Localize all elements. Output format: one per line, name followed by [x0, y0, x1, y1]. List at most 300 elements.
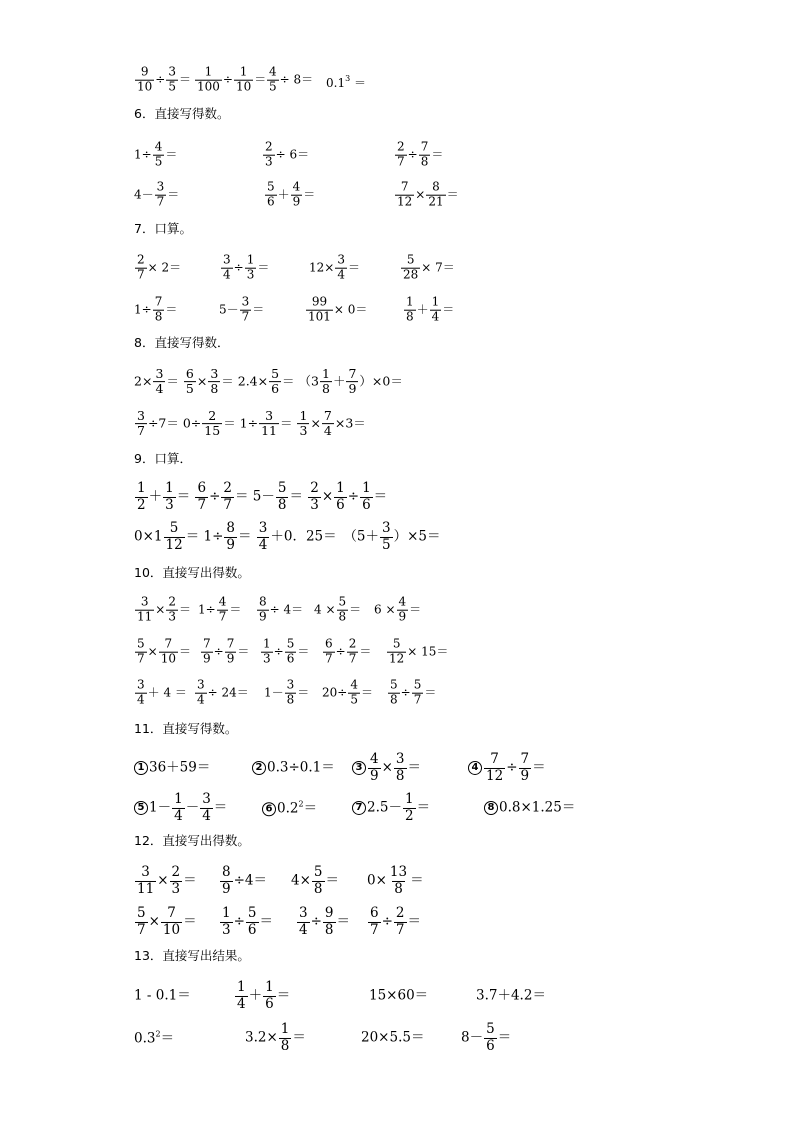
fraction: [135, 254, 147, 283]
math-expression: [264, 679, 309, 708]
fraction-denominator: 3: [171, 880, 181, 897]
expression-text: ＝: [349, 602, 362, 617]
expression-text: 1－: [264, 685, 284, 700]
expression-text: －: [185, 799, 200, 816]
fraction-denominator: 12: [486, 767, 504, 784]
circled-number: 4: [468, 761, 482, 775]
math-expression: [361, 1031, 424, 1045]
expression-text: ＝: [442, 302, 455, 317]
fraction-denominator: 7: [325, 651, 333, 666]
expression-text: ＝: [407, 759, 421, 776]
expression-text: 1÷: [198, 602, 216, 617]
fraction-numerator: 3: [299, 904, 308, 921]
fraction: [170, 865, 183, 897]
expression-text: ＝: [166, 373, 183, 389]
fraction-numerator: 5: [271, 366, 280, 382]
fraction: [166, 66, 178, 95]
expression-text: ＝: [178, 72, 191, 87]
expression-text: ÷ 24＝: [207, 685, 249, 700]
fraction: [312, 865, 325, 897]
fraction: [388, 865, 409, 897]
fraction-numerator: 7: [154, 294, 163, 309]
expression-text: 0.1: [326, 76, 346, 90]
expression-text: ÷ 4＝: [269, 602, 304, 617]
expression-text: ÷: [222, 72, 233, 87]
expression-text: × 15＝: [407, 644, 449, 659]
fraction-numerator: 3: [381, 519, 391, 536]
fraction-numerator: 2: [208, 408, 217, 424]
fraction: [412, 679, 424, 708]
expression-text: ＝: [416, 799, 431, 816]
expression-text: ×: [415, 187, 426, 202]
expression-text: 15×60＝: [369, 987, 429, 1004]
fraction-denominator: 9: [520, 767, 530, 784]
expression-text: ＝: [289, 488, 308, 505]
fraction: [388, 679, 400, 708]
math-expression: [134, 367, 403, 397]
fraction: [166, 596, 178, 625]
section-heading: 6．直接写得数。: [134, 106, 230, 121]
fraction: [208, 367, 220, 397]
fraction: [172, 792, 185, 824]
fraction: [135, 596, 154, 625]
math-expression: [394, 181, 459, 210]
expression-text: ＝: [183, 872, 197, 889]
expression-text: ＝: [373, 488, 388, 505]
expression-text: ＝: [254, 72, 267, 87]
math-expression: [220, 254, 269, 283]
fraction-numerator: 4: [292, 179, 301, 194]
fraction-numerator: 2: [265, 139, 273, 154]
fraction-numerator: 2: [397, 139, 405, 154]
fraction: [395, 141, 407, 170]
fraction-denominator: 5: [350, 692, 358, 707]
fraction-denominator: 21: [428, 194, 444, 209]
fraction: [195, 481, 208, 513]
fraction: [335, 254, 347, 283]
fraction-numerator: 1: [222, 904, 231, 921]
circled-number: 1: [134, 761, 148, 775]
math-expression: [194, 679, 249, 708]
fraction-numerator: 4: [154, 139, 163, 154]
fraction-numerator: 1: [137, 479, 146, 496]
math-expression: [314, 596, 361, 625]
expression-text: ÷: [310, 913, 322, 930]
expression-text: 1 - 0.1＝: [134, 987, 191, 1004]
expression-text: 0.3÷0.1＝: [267, 759, 335, 776]
math-expression: [264, 181, 315, 210]
fraction-numerator: 3: [223, 252, 231, 267]
fraction: [347, 638, 359, 667]
fraction: [195, 66, 222, 95]
fraction-denominator: 8: [394, 880, 403, 897]
fraction-numerator: 1: [237, 978, 246, 995]
fraction-numerator: 5: [313, 863, 323, 880]
fraction-numerator: 4: [350, 677, 358, 692]
expression-text: ＝: [409, 602, 422, 617]
exponent: 2: [155, 1029, 161, 1039]
expression-text: ÷: [209, 488, 221, 505]
math-expression: [387, 679, 436, 708]
math-expression: [484, 801, 575, 815]
math-expression: [134, 181, 179, 210]
expression-text: 3.2×: [245, 1029, 278, 1046]
fraction-denominator: 8: [395, 767, 405, 784]
fraction-denominator: 9: [259, 609, 267, 624]
fraction: [419, 141, 431, 170]
fraction: [234, 66, 253, 95]
fraction-numerator: 7: [348, 366, 357, 382]
expression-text: ＋ 4 ＝: [147, 685, 187, 700]
exponent: 2: [298, 799, 304, 809]
fraction-numerator: 7: [203, 636, 211, 651]
math-expression: [134, 865, 197, 897]
expression-text: ＝: [347, 260, 360, 275]
fraction-numerator: 1: [431, 294, 440, 309]
fraction-numerator: 3: [137, 408, 145, 424]
expression-text: ÷: [347, 488, 360, 505]
math-expression: [260, 638, 309, 667]
expression-text: 8－: [461, 1029, 484, 1046]
expression-text: ＝: [229, 602, 242, 617]
section-heading: 11．直接写得数。: [134, 721, 238, 736]
fraction: [155, 181, 167, 210]
math-expression: [266, 66, 313, 95]
fraction: [269, 367, 281, 397]
expression-text: 1－: [149, 799, 172, 816]
fraction-denominator: 2: [137, 496, 146, 513]
fraction-denominator: 6: [271, 381, 280, 397]
fraction-denominator: 7: [137, 423, 145, 439]
expression-text: ＝: [165, 302, 178, 317]
fraction: [297, 409, 309, 439]
fraction-denominator: 9: [398, 609, 407, 624]
fraction-denominator: 9: [203, 651, 211, 666]
expression-text: 4×: [291, 872, 311, 889]
fraction-denominator: 15: [204, 423, 221, 439]
fraction-numerator: 7: [400, 179, 409, 194]
expression-text: ×: [155, 602, 166, 617]
fraction-denominator: 8: [406, 309, 414, 324]
fraction: [200, 792, 213, 824]
expression-text: ＝: [178, 644, 191, 659]
fraction: [240, 296, 252, 325]
fraction-denominator: 11: [137, 609, 153, 624]
fraction-denominator: 7: [137, 921, 146, 938]
fraction-numerator: 4: [218, 594, 227, 609]
math-expression: [367, 865, 424, 897]
fraction-denominator: 8: [286, 692, 295, 707]
fraction-numerator: 1: [406, 294, 414, 309]
math-expression: [134, 296, 177, 325]
fraction-denominator: 4: [202, 807, 211, 824]
math-expression: [219, 906, 273, 938]
math-expression: [262, 141, 309, 170]
math-expression: [352, 752, 421, 784]
fraction-numerator: 5: [413, 677, 422, 692]
expression-text: 0×1: [134, 528, 163, 545]
section-heading: 13．直接写出结果。: [134, 948, 250, 963]
fraction-numerator: 7: [520, 750, 530, 767]
section-heading: 10．直接写出得数。: [134, 565, 250, 580]
math-expression: [134, 638, 191, 667]
expression-text: ＝: [160, 1030, 175, 1047]
fraction: [164, 521, 185, 553]
math-expression: [134, 66, 191, 95]
fraction-numerator: 3: [197, 677, 205, 692]
expression-text: ＝: [183, 913, 197, 930]
expression-text: ＋: [248, 987, 263, 1004]
fraction-numerator: 1: [280, 1020, 290, 1037]
fraction: [323, 906, 336, 938]
expression-text: × 7＝: [421, 260, 455, 275]
expression-text: ＝: [359, 644, 372, 659]
expression-text: ×: [148, 913, 160, 930]
fraction: [279, 1022, 292, 1054]
fraction: [360, 481, 373, 513]
fraction-denominator: 5: [154, 154, 163, 169]
expression-text: ＝: [424, 685, 437, 700]
expression-text: 0.8×1.25＝: [499, 799, 576, 816]
fraction: [225, 638, 237, 667]
fraction-numerator: 5: [338, 594, 347, 609]
math-expression: [134, 1030, 174, 1046]
fraction-numerator: 1: [265, 978, 274, 995]
math-expression: [468, 752, 546, 784]
fraction-denominator: 7: [218, 609, 227, 624]
fraction-denominator: 7: [370, 921, 379, 938]
fraction: [297, 906, 310, 938]
fraction: [135, 481, 148, 513]
fraction-denominator: 5: [269, 79, 277, 94]
fraction-denominator: 10: [235, 79, 252, 94]
fraction-denominator: 8: [277, 496, 287, 513]
fraction-denominator: 9: [222, 880, 231, 897]
fraction: [135, 638, 147, 667]
math-expression: [134, 679, 187, 708]
expression-text: ＝: [176, 488, 195, 505]
fraction: [235, 980, 248, 1012]
expression-text: 36＋59＝: [149, 759, 211, 776]
math-expression: [262, 800, 317, 816]
fraction-numerator: 1: [336, 479, 345, 496]
expression-text: ×: [196, 373, 208, 389]
fraction-numerator: 3: [168, 64, 176, 79]
fraction-denominator: 6: [265, 995, 274, 1012]
fraction: [263, 980, 276, 1012]
expression-text: ＝: [252, 302, 265, 317]
fraction-denominator: 3: [168, 609, 176, 624]
fraction: [135, 66, 154, 95]
math-expression: [291, 865, 339, 897]
fraction-numerator: 3: [210, 366, 219, 382]
math-expression: [245, 1022, 306, 1054]
fraction-denominator: 8: [313, 880, 323, 897]
fraction: [221, 481, 234, 513]
fraction-denominator: 4: [197, 692, 205, 707]
math-expression: [374, 596, 421, 625]
fraction-denominator: 3: [265, 154, 273, 169]
expression-text: 3.7＋4.2＝: [476, 987, 546, 1004]
fraction: [159, 638, 178, 667]
fraction: [368, 906, 381, 938]
fraction-denominator: 8: [324, 921, 334, 938]
fraction: [202, 409, 222, 439]
expression-text: ＝: [237, 528, 256, 545]
fraction-denominator: 6: [362, 496, 371, 513]
fraction-numerator: 3: [140, 594, 149, 609]
math-expression: [134, 254, 181, 283]
fraction-denominator: 8: [321, 381, 330, 397]
expression-text: ÷: [400, 685, 411, 700]
fraction-denominator: 7: [395, 921, 405, 938]
expression-text: ×3＝: [334, 415, 366, 431]
expression-text: 5－: [219, 302, 239, 317]
math-expression: [256, 596, 303, 625]
math-expression: [400, 254, 455, 283]
fraction-denominator: 3: [246, 267, 255, 282]
expression-text: 1÷: [134, 147, 152, 162]
expression-text: ＝: [325, 872, 339, 889]
fraction: [394, 906, 407, 938]
fraction-denominator: 4: [258, 536, 268, 553]
fraction-denominator: 8: [420, 154, 429, 169]
expression-text: ×: [381, 759, 393, 776]
fraction-denominator: 6: [247, 921, 257, 938]
expression-text: ＝ 5－: [234, 488, 275, 505]
expression-text: ）×5＝: [393, 528, 441, 545]
fraction-numerator: 5: [169, 519, 179, 536]
fraction-numerator: 6: [197, 479, 207, 496]
fraction: [195, 679, 207, 708]
fraction-denominator: 5: [185, 381, 194, 397]
fraction: [245, 254, 257, 283]
fraction: [403, 792, 416, 824]
expression-text: ÷: [233, 260, 244, 275]
fraction-denominator: 28: [403, 267, 419, 282]
expression-text: ×: [321, 488, 334, 505]
expression-text: ＝: [167, 187, 180, 202]
fraction-numerator: 8: [259, 594, 267, 609]
fraction-denominator: 3: [222, 921, 231, 938]
fraction-denominator: 4: [337, 267, 345, 282]
math-expression: [198, 596, 241, 625]
fraction-denominator: 4: [223, 267, 231, 282]
exponent: 3: [345, 74, 351, 83]
fraction: [267, 66, 279, 95]
fraction-numerator: 4: [398, 594, 407, 609]
fraction-denominator: 3: [299, 423, 308, 439]
math-expression: [394, 141, 443, 170]
fraction-numerator: 7: [167, 904, 176, 921]
fraction-denominator: 8: [210, 381, 219, 397]
expression-text: ＝ 1÷: [223, 415, 259, 431]
math-expression: [134, 481, 387, 513]
fraction-denominator: 7: [197, 496, 207, 513]
expression-text: ＝: [303, 800, 318, 817]
fraction-numerator: 3: [258, 519, 268, 536]
fraction-denominator: 9: [226, 651, 235, 666]
fraction: [404, 296, 416, 325]
fraction-numerator: 2: [137, 252, 145, 267]
expression-text: ＝: [276, 987, 291, 1004]
fraction-numerator: 1: [239, 64, 248, 79]
fraction: [276, 481, 289, 513]
expression-text: ÷7＝ 0÷: [147, 415, 202, 431]
fraction-numerator: 5: [392, 636, 401, 651]
fraction-numerator: 3: [265, 408, 274, 424]
fraction-denominator: 7: [223, 496, 232, 513]
math-expression: [219, 865, 267, 897]
expression-text: 0.3: [134, 1030, 156, 1047]
fraction-denominator: 5: [381, 536, 391, 553]
fraction-numerator: 6: [185, 366, 194, 382]
fraction-denominator: 11: [261, 423, 277, 439]
fraction: [397, 596, 409, 625]
fraction-numerator: 1: [404, 790, 414, 807]
expression-text: 4 ×: [314, 602, 336, 617]
expression-text: 20÷: [322, 685, 348, 700]
fraction-denominator: 5: [168, 79, 176, 94]
fraction: [519, 752, 532, 784]
fraction: [184, 367, 196, 397]
section-heading: 7．口算。: [134, 221, 192, 236]
fraction: [257, 521, 270, 553]
expression-text: ＝: [446, 187, 459, 202]
expression-text: ×: [157, 872, 169, 889]
fraction: [308, 481, 321, 513]
fraction-denominator: 9: [370, 767, 379, 784]
math-expression: [386, 638, 448, 667]
fraction-denominator: 7: [241, 309, 250, 324]
fraction-denominator: 7: [348, 651, 357, 666]
fraction-numerator: 99: [311, 294, 328, 309]
fraction-denominator: 12: [165, 536, 183, 553]
fraction-numerator: 1: [321, 366, 330, 382]
expression-text: ＋0．25＝ （5＋: [270, 528, 379, 545]
expression-text: 1÷: [134, 302, 152, 317]
math-expression: [476, 989, 546, 1003]
fraction-denominator: 6: [336, 496, 345, 513]
math-expression: [234, 980, 290, 1012]
fraction-numerator: 7: [323, 408, 332, 424]
expression-text: ＝: [259, 913, 273, 930]
circled-number: 7: [352, 801, 366, 815]
fraction-numerator: 1: [362, 479, 371, 496]
expression-text: ÷: [273, 644, 284, 659]
fraction-numerator: 5: [406, 252, 415, 267]
fraction-denominator: 4: [237, 995, 246, 1012]
fraction-denominator: 101: [308, 309, 331, 324]
section-heading: 9．口算．: [134, 451, 192, 466]
math-expression: [309, 254, 360, 283]
fraction-numerator: 5: [277, 479, 287, 496]
expression-text: ÷: [233, 913, 245, 930]
fraction: [135, 906, 148, 938]
fraction: [135, 679, 147, 708]
expression-text: ＋: [332, 373, 346, 389]
expression-text: ÷: [335, 644, 346, 659]
fraction: [322, 409, 334, 439]
fraction-numerator: 1: [299, 408, 308, 424]
expression-text: ＝: [297, 685, 310, 700]
fraction-numerator: 5: [137, 904, 146, 921]
fraction: [291, 181, 303, 210]
expression-text: ＝: [297, 644, 310, 659]
fraction-numerator: 8: [222, 863, 231, 880]
fraction: [153, 367, 165, 397]
expression-text: ＝ （3: [282, 373, 319, 389]
